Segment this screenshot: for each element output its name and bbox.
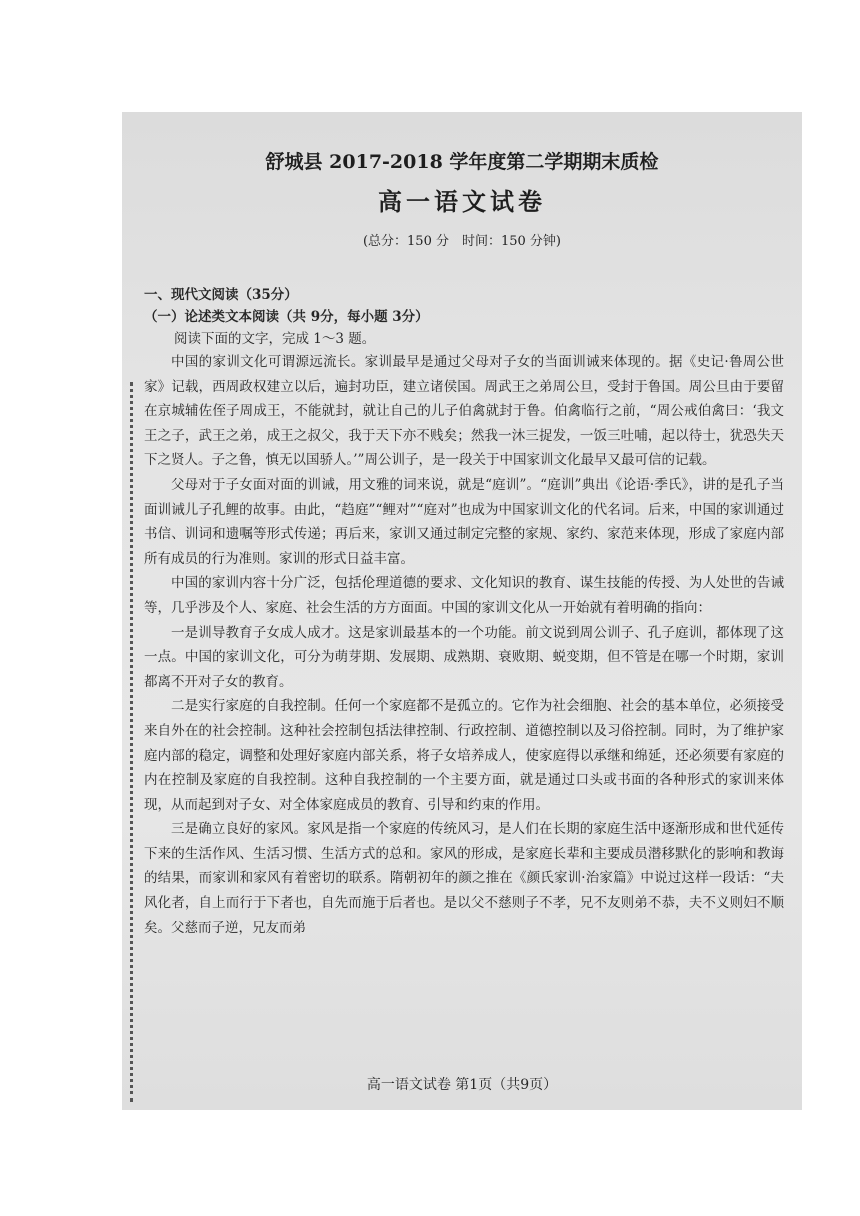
exam-info: (总分：150 分 时间：150 分钟) [362, 234, 562, 249]
paragraph: 父母对于子女面对面的训诫，用文雅的词来说，就是“庭训”。“庭训”典出《论语·季氏》，讲的是孔子当面训诫儿子孔鲤的故事。由此，“趋庭”“鲤对”“庭对”也成为中国家训文化的代名词。后来，中国的家训通过书信、训词和遗嘱等形式传递；再后来，家训又通过制定完整的家规、家约、家范来体现，形成了家庭内部所有成员的行为准则。家训的形式日益丰富。 [144, 476, 784, 567]
paragraph: 二是实行家庭的自我控制。任何一个家庭都不是孤立的。它作为社会细胞、社会的基本单位，必须接受来自外在的社会控制。这种社会控制包括法律控制、行政控制、道德控制以及习俗控制。同时，为了维护家庭内部的稳定，调整和处理好家庭内部关系，将子女培养成人，使家庭得以承继和绵延，还必须要有家庭的内在控制及家庭的自我控制。这种自我控制的一个主要方面，就是通过口头或书面的各种形式的家训来体现，从而起到对子女、对全体家庭成员的教育、引导和约束的作用。 [144, 698, 784, 813]
page-footer: 高一语文试卷 第1页（共9页） [366, 1077, 558, 1093]
section-heading: 一、现代文阅读（35分） [144, 287, 298, 303]
exam-subtitle: 高一语文试卷 [378, 187, 546, 216]
exam-content [144, 284, 784, 940]
exam-page-photo [122, 112, 802, 1110]
part-heading: （一）论述类文本阅读（共 9分，每小题 3分） [144, 309, 429, 325]
binding-dotted-line [130, 382, 133, 1102]
paragraph: 中国的家训文化可谓源远流长。家训最早是通过父母对子女的当面训诫来体现的。据《史记·鲁周公世家》记载，西周政权建立以后，遍封功臣，建立诸侯国。周武王之弟周公旦，受封于鲁国。周公旦由于要留在京城辅佐侄子周成王，不能就封，就让自己的儿子伯禽就封于鲁。伯禽临行之前，“周公戒伯禽曰：‘我文王之子，武王之弟，成王之叔父，我于天下亦不贱矣；然我一沐三捉发，一饭三吐哺，起以待士，犹恐失天下之贤人。子之鲁，慎无以国骄人。’”周公训子，是一段关于中国家训文化最早又最可信的记载。 [144, 354, 784, 469]
exam-title: 舒城县 2017-2018 学年度第二学期期末质检 [265, 151, 659, 173]
reading-instruction: 阅读下面的文字，完成 1～3 题。 [174, 331, 376, 347]
paragraph: 中国的家训内容十分广泛，包括伦理道德的要求、文化知识的教育、谋生技能的传授、为人处世的告诫等，几乎涉及个人、家庭、社会生活的方方面面。中国的家训文化从一开始就有着明确的指向： [144, 575, 784, 616]
paragraph: 三是确立良好的家风。家风是指一个家庭的传统风习，是人们在长期的家庭生活中逐渐形成和世代延传下来的生活作风、生活习惯、生活方式的总和。家风的形成，是家庭长辈和主要成员潜移默化的影响和教诲的结果，而家训和家风有着密切的联系。隋朝初年的颜之推在《颜氏家训·治家篇》中说过这样一段话：“夫风化者，自上而行于下者也，自先而施于后者也。是以父不慈则子不孝，兄不友则弟不恭，夫不义则妇不顺矣。父慈而子逆，兄友而弟 [144, 821, 784, 936]
paragraph: 一是训导教育子女成人成才。这是家训最基本的一个功能。前文说到周公训子、孔子庭训，都体现了这一点。中国的家训文化，可分为萌芽期、发展期、成熟期、衰败期、蜕变期，但不管是在哪一个时期，家训都离不开对子女的教育。 [144, 624, 784, 690]
